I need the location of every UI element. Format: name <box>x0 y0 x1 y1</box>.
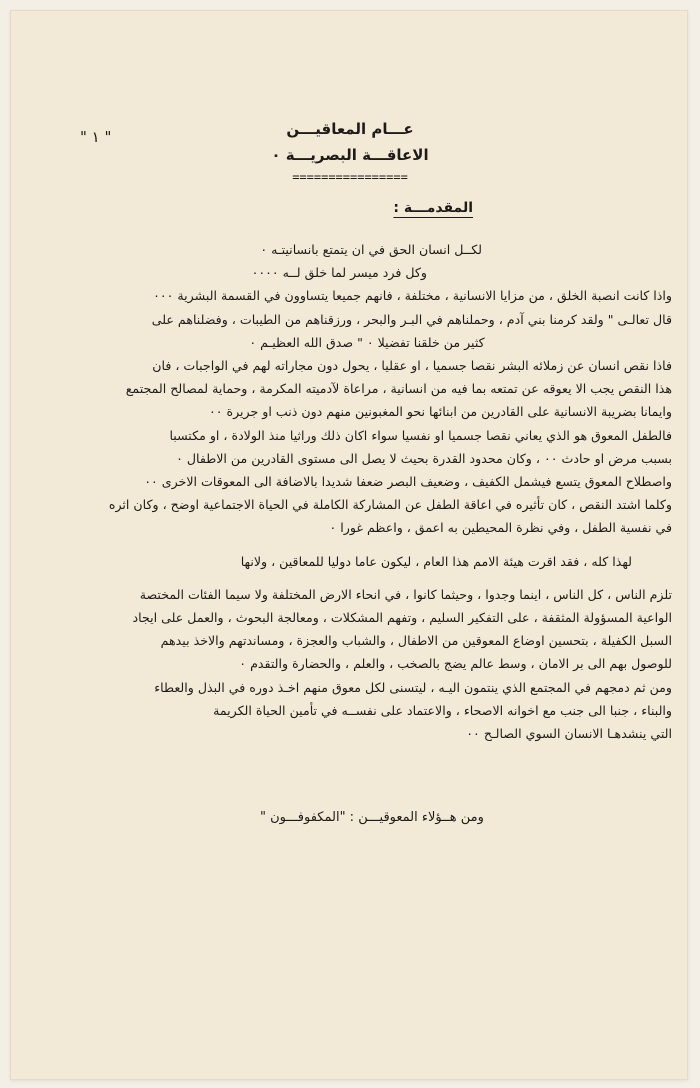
document-page <box>10 10 688 1080</box>
body-line: والبناء ، جنبا الى جنب مع اخوانه الاصحاء ، والاعتماد على نفســه في تأمين الحياة الكريمة <box>213 702 672 718</box>
body-line: التي ينشدهـا الانسان السوي الصالـح ٠٠ <box>466 726 672 742</box>
section-heading-introduction: المقدمـــة : <box>393 200 473 216</box>
body-line: كثير من خلقنا تفضيلا ٠ " صدق الله العظيـم ٠ <box>249 334 485 350</box>
body-line: هذا النقص يجب الا يعوقه عن تمتعه بما فيه من انسانية ، مراعاة لآدميته المكرمة ، وحماية لمصالح المجتمع <box>125 381 672 397</box>
body-line: لهذا كله ، فقد اقرت هيئة الامم هذا العام ، ليكون عاما دوليا للمعاقين ، ولانها <box>240 553 632 569</box>
body-line: تلزم الناس ، كل الناس ، اينما وجدوا ، وحيثما كانوا ، في انحاء الارض المختلفة ولا سيما الفئات المختصة <box>139 586 672 602</box>
body-line: في نفسية الطفل ، وفي نظرة المحيطين به اعمق ، واعظم غورا ٠ <box>329 520 672 536</box>
body-line: واذا كانت انصبة الخلق ، من مزايا الانسانية ، مختلفة ، فانهم جميعا يتساوون في القسمة البشرية ٠٠٠ <box>153 288 672 304</box>
paragraph-gap <box>62 540 672 550</box>
body-line: واصطلاح المعوق يتسع فيشمل الكفيف ، وضعيف البصر ضعفا شديدا بالاضافة الى المعوقات الاخرى ٠٠ <box>144 474 672 490</box>
body-line: السبل الكفيلة ، بتحسين اوضاع المعوقين من الاطفال ، والشباب والعجزة ، ومساندتهم والاخذ بيدهم <box>160 633 672 649</box>
body-line: للوصول بهم الى بر الامان ، وسط عالم يضج بالصخب ، والعلم ، والحضارة والتقدم ٠ <box>239 656 672 672</box>
body-line: الواعية المسؤولة المثقفة ، على التفكير السليم ، وتفهم المشكلات ، ومعالجة البحوث ، والعمل على ايجاد <box>132 610 672 626</box>
page-number: " ١ " <box>80 128 112 146</box>
body-line: قال تعالـى " ولقد كرمنا بني آدم ، وحملناهم في البـر والبحر ، ورزقناهم من الطيبات ، وفضلناهم على <box>151 311 672 327</box>
document-title: عـــام المعاقيـــن <box>286 120 414 138</box>
body-line: فاذا نقص انسان عن زملائه البشر نقصا جسميا ، او عقليا ، يحول دون مجاراته لهم في الواجبات ، فان <box>152 358 672 374</box>
document-subtitle: الاعاقـــة البصريـــة ٠ <box>271 146 429 164</box>
title-separator: ================ <box>292 170 408 184</box>
body-line: فالطفل المعوق هو الذي يعاني نقصا جسميا او نفسيا سواء اكان ذلك وراثيا منذ الولادة ، او مكتسبا <box>169 427 672 443</box>
body-line: لكــل انسان الحق في ان يتمتع بانسانيتـه ٠ <box>260 242 482 257</box>
introduction-body <box>62 238 672 745</box>
body-line: بسبب مرض او حادث ٠٠ ، وكان محدود القدرة بحيث لا يصل الى مستوى القادرين من الاطفال ٠ <box>176 450 672 466</box>
body-line: وكل فرد ميسر لما خلق لــه ٠٠٠٠ <box>251 265 427 281</box>
body-line: وكلما اشتد النقص ، كان تأثيره في اعاقة الطفل عن المشاركة الكاملة في الحياة الاجتماعية اوضح ، وكان اثره <box>108 497 672 513</box>
body-line: ومن ثم دمجهم في المجتمع الذي ينتمون اليـه ، ليتسنى لكل معوق منهم اخـذ دوره في البذل والعطاء <box>154 679 672 695</box>
signoff-line: ومن هــؤلاء المعوقيـــن : "المكفوفـــون " <box>260 810 484 825</box>
paragraph-gap <box>62 573 672 583</box>
body-line: وايمانا بضريبة الانسانية على القادرين من ابنائها نحو المغبونين منهم دون ذنب او جريرة ٠٠ <box>208 404 672 420</box>
